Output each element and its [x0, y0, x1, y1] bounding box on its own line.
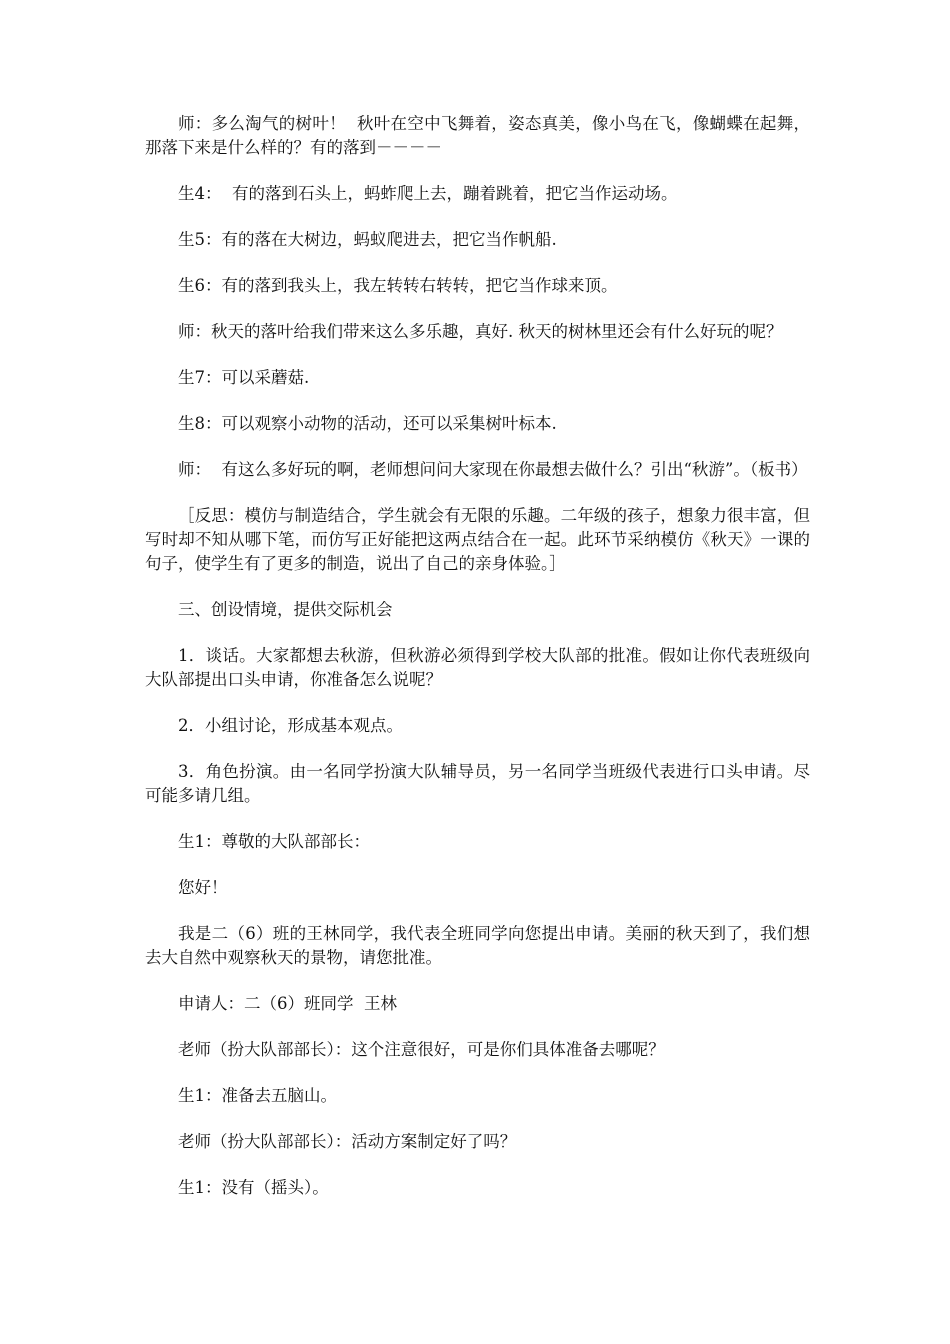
paragraph-student-8: 生8：可以观察小动物的活动，还可以采集树叶标本.	[178, 414, 557, 433]
paragraph-student-1-no: 生1：没有（摇头）。	[178, 1178, 329, 1197]
paragraph-step-2: 2．小组讨论，形成基本观点。	[178, 716, 403, 735]
paragraph-student-6: 生6：有的落到我头上，我左转转右转转，把它当作球来顶。	[178, 276, 618, 295]
paragraph-teacher-autumn-trip: 师： 有这么多好玩的啊，老师想问问大家现在你最想去做什么？引出“秋游”。（板书）	[178, 460, 808, 479]
document-page	[145, 112, 810, 1222]
paragraph-reflection: ［反思：模仿与制造结合，学生就会有无限的乐趣。二年级的孩子，想象力很丰富，但写时却不知从哪下笔，而仿写正好能把这两点结合在一起。此环节采纳模仿《秋天》一课的句子，使学生有了更多的制造，说出了自己的亲身体验。］	[145, 506, 810, 573]
paragraph-application-body: 我是二（6）班的王林同学，我代表全班同学向您提出申请。美丽的秋天到了，我们想去大自然中观察秋天的景物，请您批准。	[145, 924, 810, 967]
section-heading-3: 三、创设情境，提供交际机会	[178, 600, 393, 619]
paragraph-student-5: 生5：有的落在大树边，蚂蚁爬进去，把它当作帆船.	[178, 230, 557, 249]
paragraph-student-1-place: 生1：准备去五脑山。	[178, 1086, 337, 1105]
paragraph-student-1-greeting: 生1：尊敬的大队部部长：	[178, 832, 370, 851]
paragraph-student-4: 生4： 有的落到石头上，蚂蚱爬上去，蹦着跳着，把它当作运动场。	[178, 184, 678, 203]
paragraph-teacher-leaves: 师：多么淘气的树叶！ 秋叶在空中飞舞着，姿态真美，像小鸟在飞，像蝴蝶在起舞，那落下来是什么样的？有的落到－－－－	[145, 114, 810, 157]
paragraph-teacher-where: 老师（扮大队部部长）：这个注意很好，可是你们具体准备去哪呢？	[178, 1040, 665, 1059]
paragraph-teacher-plan: 老师（扮大队部部长）：活动方案制定好了吗？	[178, 1132, 517, 1151]
paragraph-step-3: 3．角色扮演。由一名同学扮演大队辅导员，另一名同学当班级代表进行口头申请。尽可能多请几组。	[145, 762, 810, 805]
paragraph-hello: 您好！	[178, 878, 228, 897]
paragraph-step-1: 1．谈话。大家都想去秋游，但秋游必须得到学校大队部的批准。假如让你代表班级向大队部提出口头申请，你准备怎么说呢？	[145, 646, 810, 689]
paragraph-applicant: 申请人：二（6）班同学 王林	[178, 994, 397, 1013]
paragraph-teacher-fun: 师：秋天的落叶给我们带来这么多乐趣，真好. 秋天的树林里还会有什么好玩的呢？	[178, 322, 783, 341]
paragraph-student-7: 生7：可以采蘑菇.	[178, 368, 310, 387]
